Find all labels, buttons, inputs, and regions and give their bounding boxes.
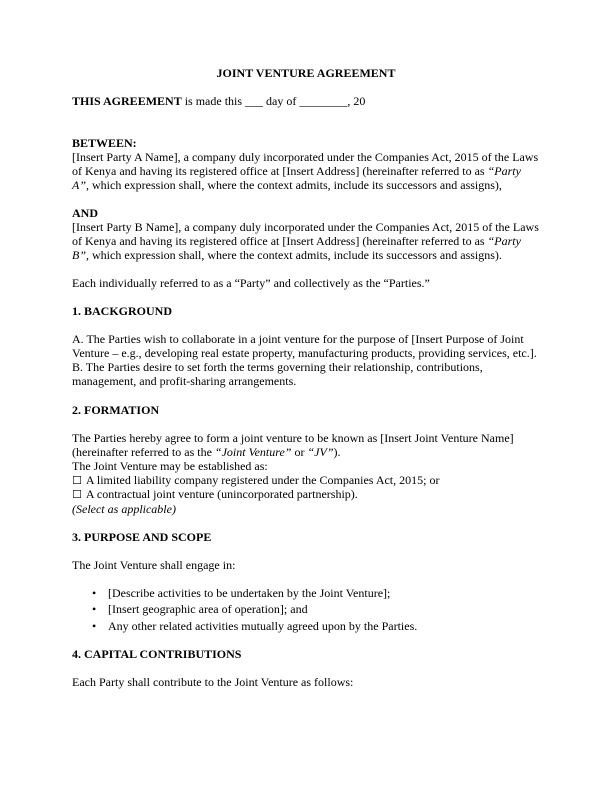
- purpose-bullet-other: • Any other related activities mutually agreed upon by the Parties.: [72, 619, 540, 633]
- purpose-bullet-activities: • [Describe activities to be undertaken by the Joint Venture];: [72, 586, 540, 600]
- formation-option-contractual: [72, 487, 540, 502]
- background-item-a: A. The Parties wish to collaborate in a joint venture for the purpose of [Insert Purpose of Joint Venture – e.g., developing real estate property, manufacturing products, providing services, etc.].: [72, 332, 537, 361]
- section-heading-purpose: 3. PURPOSE AND SCOPE: [72, 530, 212, 545]
- purpose-lead-line: The Joint Venture shall engage in:: [72, 558, 236, 573]
- between-block: [72, 136, 540, 192]
- formation-text-mid: or: [291, 444, 308, 459]
- party-a-defined-term: “Party A”: [72, 164, 521, 193]
- jv-defined-term: “JV”: [307, 444, 334, 459]
- section-heading-background: 1. BACKGROUND: [72, 304, 173, 319]
- party-a-text-pre: [Insert Party A Name], a company duly incorporated under the Companies Act, 2015 of the Laws of Kenya and having its registered office at [Insert Address] (hereinafter referred to as: [72, 150, 539, 179]
- formation-option-llc-label: A limited liability company registered under the Companies Act, 2015; or: [85, 472, 440, 487]
- formation-option-contractual-label: A contractual joint venture (unincorporated partnership).: [85, 487, 358, 502]
- capital-lead-line: Each Party shall contribute to the Joint Venture as follows:: [72, 674, 354, 689]
- and-label: AND: [72, 206, 98, 221]
- and-block: [72, 206, 540, 262]
- formation-intro-line: [72, 431, 540, 459]
- purpose-bullet-geography: • [Insert geographic area of operation]; and: [72, 602, 540, 616]
- party-b-paragraph: [72, 220, 540, 262]
- formation-text-post: ).: [333, 444, 341, 459]
- checkbox-llc-icon[interactable]: ☐: [72, 473, 82, 487]
- section-heading-capital: 4. CAPITAL CONTRIBUTIONS: [72, 646, 242, 661]
- document-title: JOINT VENTURE AGREEMENT: [216, 66, 396, 80]
- formation-paragraphs: [72, 431, 540, 517]
- background-item-b: B. The Parties desire to set forth the terms governing their relationship, contributions, management, and profit-sharing arrangements.: [72, 360, 483, 389]
- party-b-text-pre: [Insert Party B Name], a company duly incorporated under the Companies Act, 2015 of the Laws of Kenya and having its registered office at [Insert Address] (hereinafter referred to as: [72, 220, 539, 249]
- purpose-bullet-list: [72, 586, 540, 632]
- checkbox-contractual-icon[interactable]: ☐: [72, 488, 82, 502]
- party-b-text-post: , which expression shall, where the context admits, include its successors and assigns).: [86, 248, 502, 263]
- formation-established-as-line: The Joint Venture may be established as:: [72, 458, 268, 473]
- agreement-date-line-rest: is made this ___ day of ________, 20: [181, 94, 366, 109]
- joint-venture-defined-term: “Joint Venture”: [214, 444, 292, 459]
- formation-option-llc: [72, 473, 540, 488]
- party-a-paragraph: [72, 150, 540, 192]
- party-a-text-post: , which expression shall, where the context admits, include its successors and assigns),: [86, 178, 502, 193]
- agreement-date-line-bold: THIS AGREEMENT: [72, 94, 182, 109]
- collective-reference-line: Each individually referred to as a “Party” and collectively as the “Parties.”: [72, 276, 430, 291]
- agreement-date-line: [72, 94, 540, 108]
- background-paragraphs: [72, 332, 540, 388]
- party-b-defined-term: “Party B”: [72, 234, 521, 263]
- formation-text-pre: The Parties hereby agree to form a joint venture to be known as [Insert Joint Venture Name] (hereinafter referred to as the: [72, 430, 514, 459]
- between-label: BETWEEN:: [72, 136, 137, 151]
- section-heading-formation: 2. FORMATION: [72, 402, 160, 417]
- formation-select-note: (Select as applicable): [72, 502, 176, 517]
